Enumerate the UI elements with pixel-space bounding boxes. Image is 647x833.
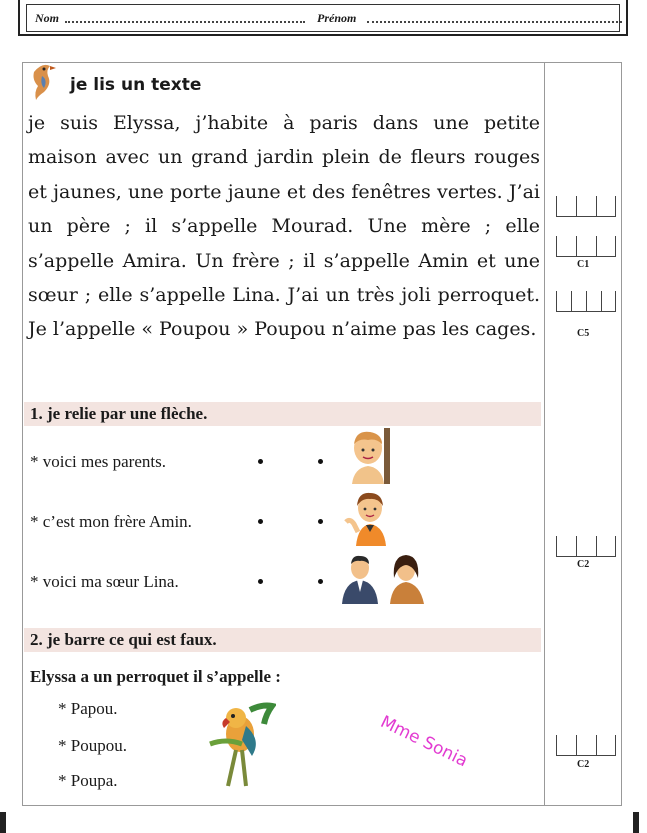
binder-edge-left	[0, 812, 6, 833]
right-anchor-dot[interactable]	[318, 579, 323, 584]
author-watermark: Mme Sonia	[377, 712, 471, 772]
exercise2-title: 2. je barre ce qui est faux.	[30, 630, 217, 649]
criterion-c1-label: C1	[577, 259, 590, 270]
evaluation-grid-c1	[556, 236, 616, 257]
criterion-c2-label: C2	[577, 759, 590, 770]
prenom-label: Prénom	[317, 11, 357, 25]
answer-choice[interactable]: * Poupa.	[58, 771, 118, 790]
exercise1-item: * voici ma sœur Lina.	[30, 572, 179, 591]
answer-choice[interactable]: * Poupou.	[58, 736, 127, 755]
binder-edge-right	[633, 812, 639, 833]
nom-field[interactable]	[65, 21, 305, 23]
criterion-c2-label: C2	[577, 559, 590, 570]
left-anchor-dot[interactable]	[258, 579, 263, 584]
evaluation-grid-c2	[556, 735, 616, 756]
criterion-c5-label: C5	[577, 328, 590, 339]
exercise1-item: * voici mes parents.	[30, 452, 166, 471]
evaluation-grid	[556, 196, 616, 217]
reading-title: je lis un texte	[70, 75, 202, 95]
exercise2-question: Elyssa a un perroquet il s’appelle :	[30, 667, 281, 686]
parents-icon	[338, 552, 432, 604]
right-anchor-dot[interactable]	[318, 459, 323, 464]
answer-choice[interactable]: * Papou.	[58, 699, 118, 718]
bird-icon	[28, 58, 58, 102]
reading-text: je suis Elyssa, j’habite à paris dans une petite maison avec un grand jardin plein de fleurs rouges et jaunes, une porte jaune et des fenêtres vertes. J’ai un père ; il s’appelle Mourad. Une mère ; elle s’appelle Amira. Un frère ; il s’appelle Amin et une sœur ; elle s’appelle Lina. J’ai un très joli perroquet. Je l’appelle « Poupou » Poupou n’aime pas les cages.	[28, 112, 540, 341]
evaluation-grid-c2	[556, 536, 616, 557]
exercise1-item: * c’est mon frère Amin.	[30, 512, 192, 531]
evaluation-column-divider	[544, 62, 545, 806]
girl-face-icon	[344, 488, 392, 546]
exercise1-title: 1. je relie par une flèche.	[30, 404, 208, 423]
evaluation-grid-c5	[556, 291, 616, 312]
parrot-icon	[206, 700, 276, 790]
name-fields	[26, 4, 620, 32]
prenom-field[interactable]	[367, 21, 622, 23]
nom-label: Nom	[35, 11, 59, 25]
boy-face-icon	[348, 428, 392, 484]
name-header	[18, 0, 628, 36]
left-anchor-dot[interactable]	[258, 519, 263, 524]
right-anchor-dot[interactable]	[318, 519, 323, 524]
left-anchor-dot[interactable]	[258, 459, 263, 464]
